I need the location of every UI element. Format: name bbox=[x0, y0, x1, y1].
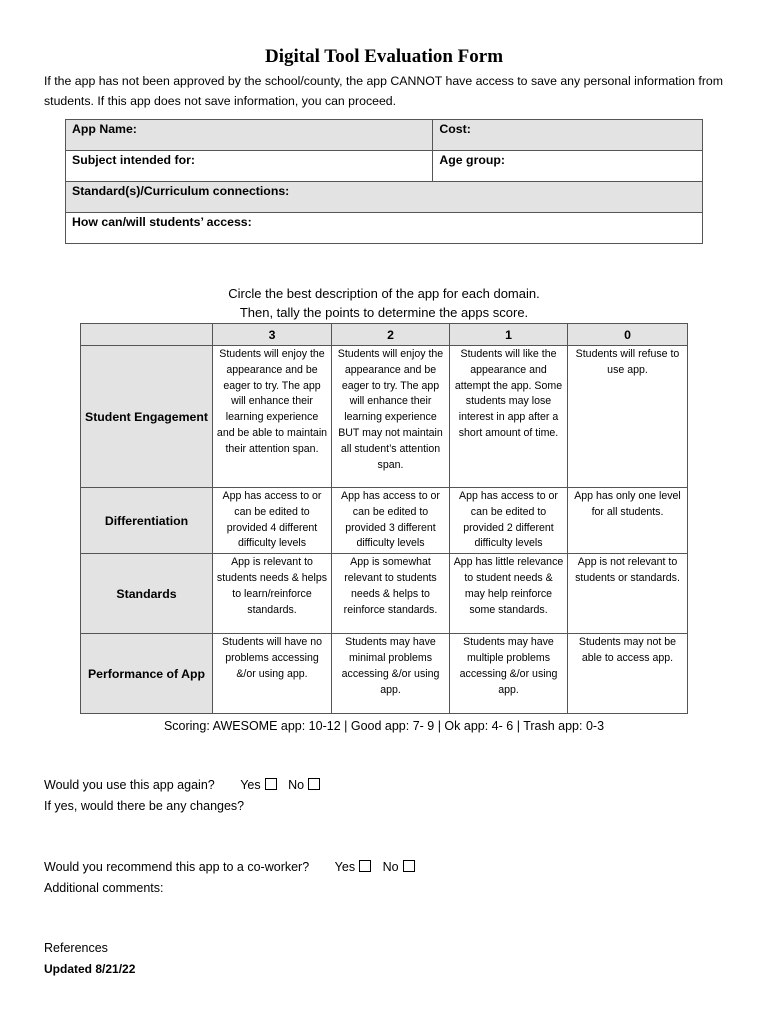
use-again-label: Would you use this app again? bbox=[44, 778, 215, 792]
rubric-header-row bbox=[81, 324, 688, 346]
rubric-cell[interactable]: Students will enjoy the appearance and be eager to try. The app will enhance their learning experience and be able to maintain their attention span. bbox=[213, 346, 332, 488]
rubric-header-3: 3 bbox=[213, 324, 332, 346]
access-field[interactable]: How can/will students’ access: bbox=[66, 213, 703, 244]
rubric-row-differentiation bbox=[81, 488, 688, 554]
form-title: Digital Tool Evaluation Form bbox=[264, 46, 504, 67]
rubric-cell[interactable]: Students will refuse to use app. bbox=[568, 346, 688, 488]
use-again-yes-checkbox[interactable] bbox=[265, 778, 277, 790]
rubric-cell[interactable]: Students will like the appearance and attempt the app. Some students may lose interest in app after a short amount of time. bbox=[450, 346, 568, 488]
scoring-legend: Scoring: AWESOME app: 10-12 | Good app: 7- 9 | Ok app: 4- 6 | Trash app: 0-3 bbox=[163, 719, 605, 733]
recommend-yes-checkbox[interactable] bbox=[359, 860, 371, 872]
yes-label: Yes bbox=[334, 860, 356, 874]
instruction-line-2: Then, tally the points to determine the apps score. bbox=[239, 305, 529, 320]
rubric-header-0: 0 bbox=[568, 324, 688, 346]
app-name-field[interactable]: App Name: bbox=[66, 120, 433, 151]
standards-field[interactable]: Standard(s)/Curriculum connections: bbox=[66, 182, 703, 213]
rubric-row-standards bbox=[81, 554, 688, 634]
no-label: No bbox=[382, 860, 399, 874]
rubric-cell[interactable]: App has only one level for all students. bbox=[568, 488, 688, 554]
app-info-table bbox=[65, 119, 703, 244]
rubric-header-domain bbox=[81, 324, 213, 346]
recommend-question bbox=[44, 857, 415, 877]
rubric-cell[interactable]: App is somewhat relevant to students needs & helps to reinforce standards. bbox=[332, 554, 450, 634]
rubric-cell[interactable]: Students will enjoy the appearance and be eager to try. The app will enhance their learning experience BUT may not maintain all student’s attention span. bbox=[332, 346, 450, 488]
rubric-cell[interactable]: App has access to or can be edited to provided 4 different difficulty levels bbox=[213, 488, 332, 554]
rubric-cell[interactable]: Students may not be able to access app. bbox=[568, 634, 688, 714]
rubric-row-engagement bbox=[81, 346, 688, 488]
domain-label: Student Engagement bbox=[81, 346, 213, 488]
domain-label: Standards bbox=[81, 554, 213, 634]
rubric-cell[interactable]: Students may have minimal problems accessing &/or using app. bbox=[332, 634, 450, 714]
rubric-cell[interactable]: App has access to or can be edited to provided 3 different difficulty levels bbox=[332, 488, 450, 554]
rubric-cell[interactable]: App is relevant to students needs & helps to learn/reinforce standards. bbox=[213, 554, 332, 634]
rubric-cell[interactable]: App is not relevant to students or standards. bbox=[568, 554, 688, 634]
cost-field[interactable]: Cost: bbox=[433, 120, 703, 151]
recommend-label: Would you recommend this app to a co-worker? bbox=[44, 860, 310, 874]
subject-field[interactable]: Subject intended for: bbox=[66, 151, 433, 182]
rubric-instructions bbox=[0, 284, 768, 322]
rubric-cell[interactable]: Students may have multiple problems accessing &/or using app. bbox=[450, 634, 568, 714]
rubric-header-1: 1 bbox=[450, 324, 568, 346]
domain-label: Performance of App bbox=[81, 634, 213, 714]
use-again-question bbox=[44, 775, 320, 795]
rubric-header-2: 2 bbox=[332, 324, 450, 346]
rubric-cell[interactable]: App has access to or can be edited to provided 2 different difficulty levels bbox=[450, 488, 568, 554]
yes-label: Yes bbox=[240, 778, 261, 792]
rubric-table bbox=[80, 323, 688, 714]
rubric-cell[interactable]: Students will have no problems accessing &/or using app. bbox=[213, 634, 332, 714]
use-again-no-checkbox[interactable] bbox=[308, 778, 320, 790]
recommend-no-checkbox[interactable] bbox=[403, 860, 415, 872]
instruction-line-1: Circle the best description of the app for each domain. bbox=[228, 286, 540, 301]
changes-question: If yes, would there be any changes? bbox=[44, 799, 245, 813]
rubric-cell[interactable]: App has little relevance to student needs & may help reinforce some standards. bbox=[450, 554, 568, 634]
intro-text: If the app has not been approved by the school/county, the app CANNOT have access to save any personal information from students. If this app does not save information, you can proceed. bbox=[44, 74, 724, 108]
age-group-field[interactable]: Age group: bbox=[433, 151, 703, 182]
updated-date: Updated 8/21/22 bbox=[44, 962, 136, 976]
comments-label: Additional comments: bbox=[44, 881, 164, 895]
rubric-row-performance bbox=[81, 634, 688, 714]
references-label: References bbox=[44, 941, 108, 955]
domain-label: Differentiation bbox=[81, 488, 213, 554]
no-label: No bbox=[288, 778, 305, 792]
